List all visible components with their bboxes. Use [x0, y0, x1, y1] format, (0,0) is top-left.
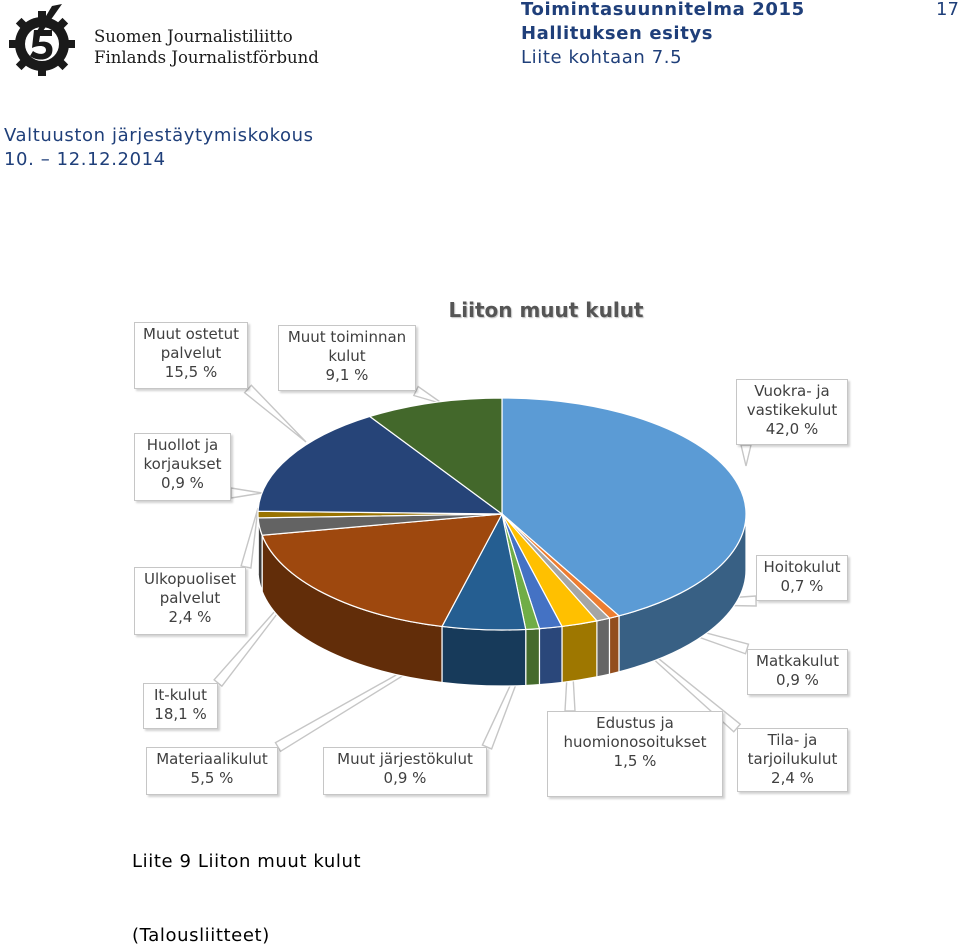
document-reference: Liite kohtaan 7.5 [521, 47, 683, 68]
callout-text: palvelut [159, 589, 221, 607]
slice-side-3 [562, 621, 597, 683]
callout-leader-10 [245, 385, 306, 442]
callout-value: 0,7 % [780, 577, 824, 595]
callout-label [134, 567, 246, 635]
meeting-dates: 10. – 12.12.2014 [4, 149, 166, 170]
callout-value: 2,4 % [771, 769, 814, 787]
document-title: Toimintasuunnitelma 2015 [521, 0, 805, 20]
callout-value: 42,0 % [765, 420, 819, 438]
callout-text: Ulkopuoliset [144, 570, 236, 588]
callout-text: palvelut [160, 344, 222, 362]
callout-leader-8 [241, 508, 258, 568]
slice-side-1 [609, 616, 619, 674]
callout-text: Muut järjestökulut [337, 750, 473, 768]
chart-title: Liiton muut kulut [448, 298, 644, 322]
callout-value: 1,5 % [613, 752, 657, 770]
callout-value: 5,5 % [190, 769, 234, 787]
callout-text: Muut ostetut [143, 325, 239, 343]
callout-text: Huollot ja [146, 436, 219, 454]
callout-value: 0,9 % [161, 474, 204, 492]
pie-slices [258, 398, 746, 630]
callout-label [323, 747, 487, 795]
callout-label [756, 555, 848, 601]
org-name-finnish: Suomen Journalistiliitto [94, 27, 293, 46]
callout-value: 2,4 % [168, 608, 212, 626]
callout-text: tarjoilukulut [747, 750, 838, 768]
callout-label [736, 379, 848, 445]
callout-text: Tila- ja [767, 731, 818, 749]
callout-label [134, 322, 248, 389]
page-number: 17 [936, 0, 959, 20]
callout-label [134, 433, 231, 501]
callout-label [278, 325, 416, 391]
callout-text: Muut toiminnan [287, 328, 407, 346]
org-name-swedish: Finlands Journalistförbund [94, 48, 319, 67]
slice-side-4 [539, 626, 562, 684]
callout-leader-0 [741, 445, 751, 466]
callout-text: vastikekulut [746, 401, 838, 419]
callout-text: kulut [328, 347, 366, 365]
callout-label [747, 649, 848, 695]
callout-leader-9 [231, 488, 262, 498]
callout-text: Edustus ja [596, 714, 674, 732]
slice-side-2 [597, 618, 610, 677]
callout-value: 18,1 % [154, 705, 207, 723]
callout-text: It-kulut [153, 686, 207, 704]
callout-text: Materiaalikulut [156, 750, 268, 768]
callout-label [547, 711, 723, 797]
callout-label [737, 728, 848, 792]
callout-text: Vuokra- ja [754, 382, 830, 400]
callout-text: Matkakulut [756, 652, 839, 670]
callout-label [146, 747, 278, 795]
meeting-name: Valtuuston järjestäytymiskokous [4, 125, 314, 146]
callout-text: korjaukset [143, 455, 222, 473]
callout-label [143, 683, 218, 729]
callout-value: 0,9 % [383, 769, 427, 787]
slice-side-6 [442, 626, 526, 686]
footer-note: (Talousliitteet) [132, 925, 270, 946]
callout-value: 0,9 % [776, 671, 819, 689]
callout-text: huomionosoitukset [563, 733, 707, 751]
slice-side-5 [526, 629, 540, 686]
callout-value: 15,5 % [164, 363, 218, 381]
figure-caption: Liite 9 Liiton muut kulut [132, 851, 362, 872]
callout-value: 9,1 % [325, 366, 369, 384]
document-subtitle: Hallituksen esitys [521, 23, 714, 44]
callout-text: Hoitokulut [763, 558, 841, 576]
